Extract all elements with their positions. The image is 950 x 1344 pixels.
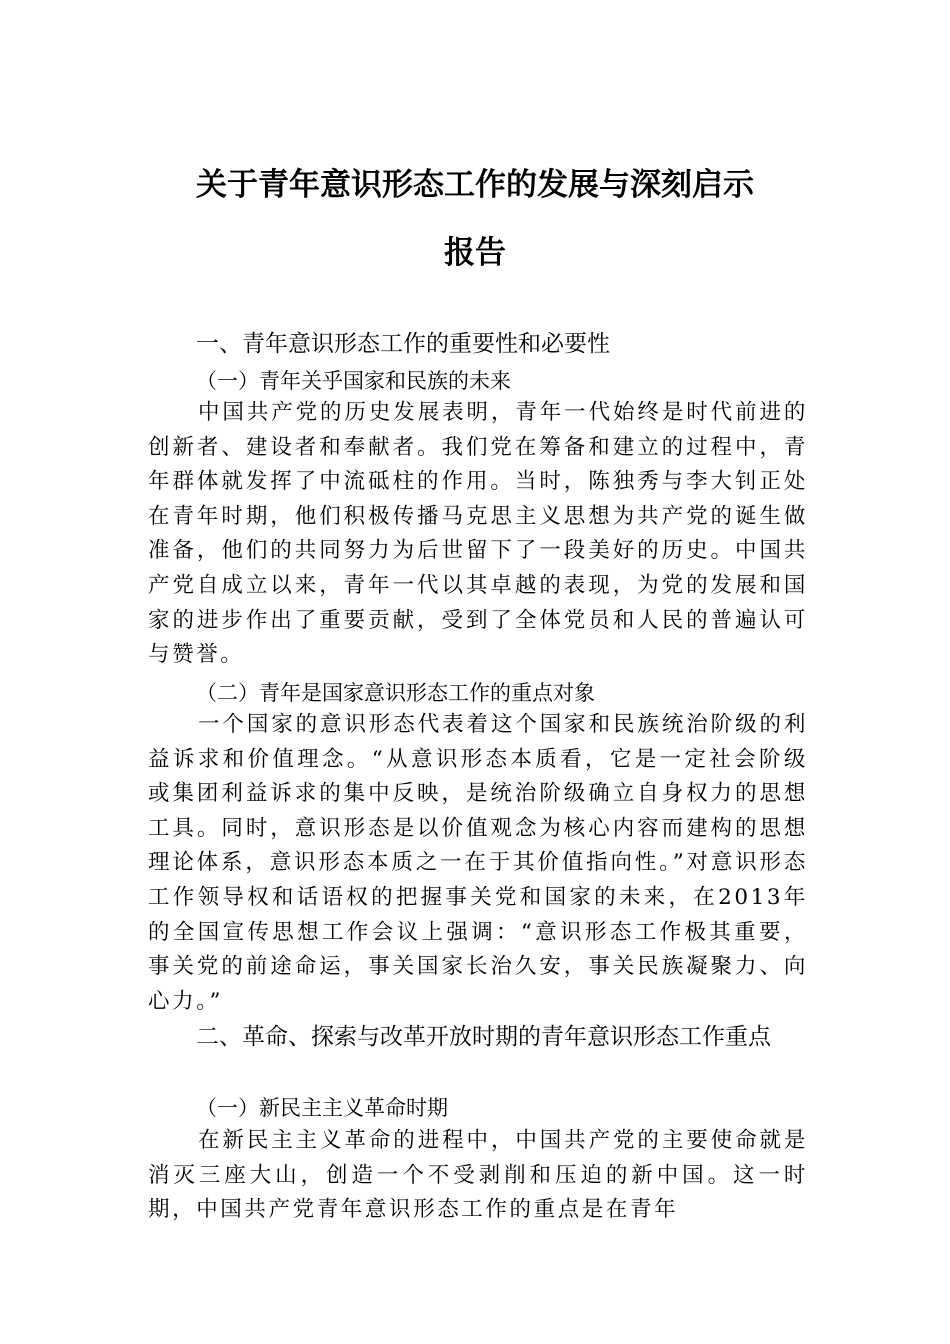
subsection-heading: （二）青年是国家意识形态工作的重点对象: [196, 681, 595, 705]
section-heading: 一、青年意识形态工作的重要性和必要性: [196, 331, 610, 357]
body-paragraph: 在新民主主义革命的进程中，中国共产党的主要使命就是消灭三座大山，创造一个不受剥削和压迫的新中国。这一时期，中国共产党青年意识形态工作的重点是在青年: [148, 1128, 808, 1223]
document-title-continued: 报告: [444, 235, 506, 271]
body-paragraph: 一个国家的意识形态代表着这个国家和民族统治阶级的利益诉求和价值理念。“从意识形态本质看，它是一定社会阶级或集团利益诉求的集中反映，是统治阶级确立自身权力的思想工具。同时，意识形态是以价值观念为核心内容而建构的思想理论体系，意识形态本质之一在于其价值指向性。”对意识形态工作领导权和话语权的把握事关党和国家的未来，在2013年的全国宣传思想工作会议上强调：“意识形态工作极其重要，事关党的前途命运，事关国家长治久安，事关民族凝聚力、向心力。”: [148, 712, 808, 1014]
document-title: 关于青年意识形态工作的发展与深刻启示: [196, 167, 754, 203]
subsection-heading: （一）新民主主义革命时期: [196, 1096, 448, 1120]
body-paragraph: 中国共产党的历史发展表明，青年一代始终是时代前进的创新者、建设者和奉献者。我们党在筹备和建立的过程中，青年群体就发挥了中流砥柱的作用。当时，陈独秀与李大钊正处在青年时期，他们积极传播马克思主义思想为共产党的诞生做准备，他们的共同努力为后世留下了一段美好的历史。中国共产党自成立以来，青年一代以其卓越的表现，为党的发展和国家的进步作出了重要贡献，受到了全体党员和人民的普遍认可与赞誉。: [148, 400, 808, 668]
subsection-heading: （一）青年关乎国家和民族的未来: [196, 369, 511, 393]
section-heading: 二、革命、探索与改革开放时期的青年意识形态工作重点: [196, 1024, 771, 1050]
